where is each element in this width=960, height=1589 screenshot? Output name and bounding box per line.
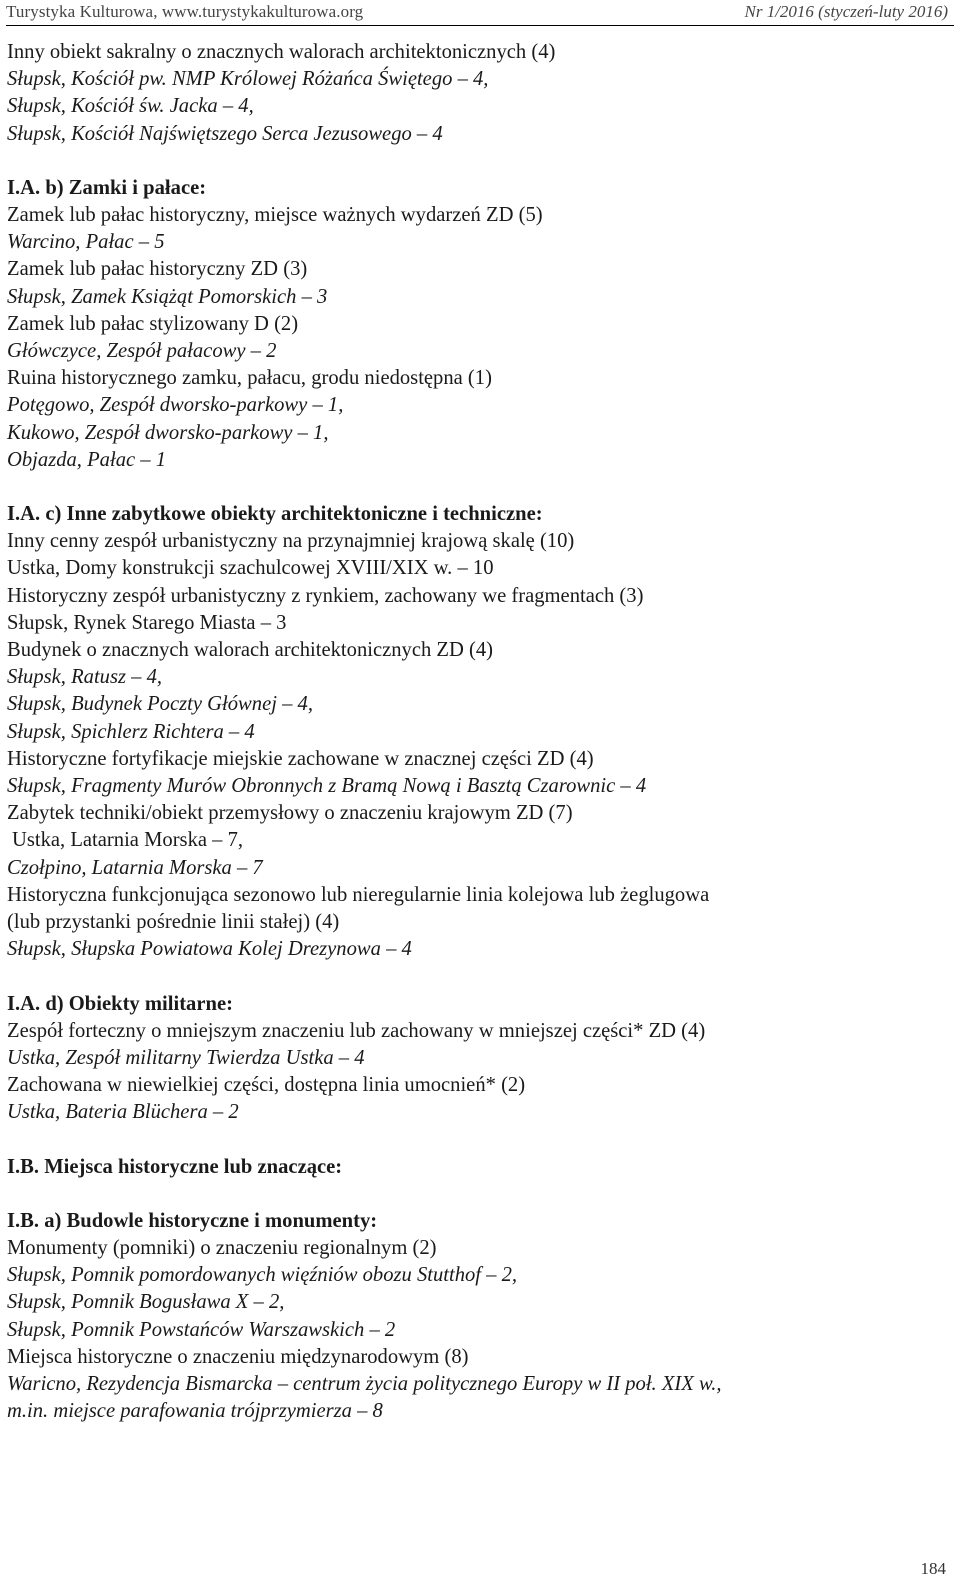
site-entry: Słupsk, Ratusz – 4, (7, 666, 163, 689)
site-entry: Słupsk, Spichlerz Richtera – 4 (7, 720, 255, 743)
category-line: Miejsca historyczne o znaczeniu międzynarodowym (8) (7, 1345, 469, 1368)
site-entry: m.in. miejsce parafowania trójprzymierza – 8 (7, 1400, 383, 1423)
site-entry: Ustka, Domy konstrukcji szachulcowej XVIII/XIX w. – 10 (7, 557, 494, 580)
site-entry: Główczyce, Zespół pałacowy – 2 (7, 340, 277, 363)
category-line: Historyczna funkcjonująca sezonowo lub nieregularnie linia kolejowa lub żeglugowa (7, 883, 710, 906)
site-entry: Słupsk, Kościół Najświętszego Serca Jezusowego – 4 (7, 122, 443, 145)
category-line: Zespół forteczny o mniejszym znaczeniu lub zachowany w mniejszej części* ZD (4) (7, 1019, 706, 1042)
section-heading-castles: I.A. b) Zamki i pałace: (7, 176, 207, 199)
site-entry: Kukowo, Zespół dworsko-parkowy – 1, (7, 421, 329, 444)
running-header (6, 0, 954, 26)
category-line: Historyczny zespół urbanistyczny z rynkiem, zachowany we fragmentach (3) (7, 584, 644, 607)
category-line: Monumenty (pomniki) o znaczeniu regionalnym (2) (7, 1236, 437, 1259)
section-heading-historic-places: I.B. Miejsca historyczne lub znaczące: (7, 1155, 343, 1178)
site-entry: Słupsk, Kościół św. Jacka – 4, (7, 95, 254, 118)
section-heading-military: I.A. d) Obiekty militarne: (7, 992, 233, 1015)
site-entry: Słupsk, Pomnik Bogusława X – 2, (7, 1291, 285, 1314)
site-entry: Słupsk, Fragmenty Murów Obronnych z Bramą Nową i Basztą Czarownic – 4 (7, 775, 647, 798)
site-entry: Ustka, Latarnia Morska – 7, (12, 829, 244, 852)
site-entry: Warcino, Pałac – 5 (7, 231, 165, 254)
category-line: Zamek lub pałac stylizowany D (2) (7, 312, 299, 335)
issue-number: Nr 1/2016 (styczeń-luty 2016) (744, 2, 948, 21)
category-line: Zachowana w niewielkiej części, dostępna linia umocnień* (2) (7, 1074, 526, 1097)
site-entry: Ustka, Bateria Blüchera – 2 (7, 1101, 239, 1124)
category-line: Ruina historycznego zamku, pałacu, grodu niedostępna (1) (7, 367, 492, 390)
site-entry: Słupsk, Zamek Książąt Pomorskich – 3 (7, 285, 328, 308)
site-entry: Czołpino, Latarnia Morska – 7 (7, 856, 263, 879)
category-line: Inny obiekt sakralny o znacznych walorach architektonicznych (4) (7, 41, 556, 63)
journal-name: Turystyka Kulturowa, www.turystykakulturowa.org (6, 2, 364, 21)
site-entry: Słupsk, Słupska Powiatowa Kolej Drezynowa – 4 (7, 938, 412, 961)
page-number: 184 (920, 1559, 946, 1578)
category-line: Zamek lub pałac historyczny ZD (3) (7, 258, 308, 281)
site-entry: Słupsk, Kościół pw. NMP Królowej Różańca Świętego – 4, (7, 68, 489, 91)
site-entry: Słupsk, Pomnik pomordowanych więźniów obozu Stutthof – 2, (7, 1264, 518, 1287)
section-heading-monuments: I.B. a) Budowle historyczne i monumenty: (7, 1209, 378, 1232)
category-line: Inny cenny zespół urbanistyczny na przynajmniej krajową skalę (10) (7, 530, 575, 553)
site-entry: Waricno, Rezydencja Bismarcka – centrum życia politycznego Europy w II poł. XIX w., (7, 1372, 722, 1395)
section-heading-architecture: I.A. c) Inne zabytkowe obiekty architektoniczne i techniczne: (7, 503, 543, 526)
site-entry: Ustka, Zespół militarny Twierdza Ustka – 4 (7, 1046, 365, 1069)
category-line: Historyczne fortyfikacje miejskie zachowane w znacznej części ZD (4) (7, 747, 594, 770)
site-entry: Słupsk, Pomnik Powstańców Warszawskich – 2 (7, 1318, 396, 1341)
site-entry: Objazda, Pałac – 1 (7, 448, 167, 471)
category-line: Zabytek techniki/obiekt przemysłowy o znaczeniu krajowym ZD (7) (7, 802, 573, 825)
site-entry: Słupsk, Rynek Starego Miasta – 3 (7, 611, 287, 634)
document-body (7, 39, 952, 1425)
category-line: (lub przystanki pośrednie linii stałej) (4) (7, 911, 340, 934)
site-entry: Słupsk, Budynek Poczty Głównej – 4, (7, 693, 313, 716)
site-entry: Potęgowo, Zespół dworsko-parkowy – 1, (7, 394, 344, 417)
category-line: Budynek o znacznych walorach architektonicznych ZD (4) (7, 639, 494, 662)
category-line: Zamek lub pałac historyczny, miejsce ważnych wydarzeń ZD (5) (7, 204, 543, 227)
